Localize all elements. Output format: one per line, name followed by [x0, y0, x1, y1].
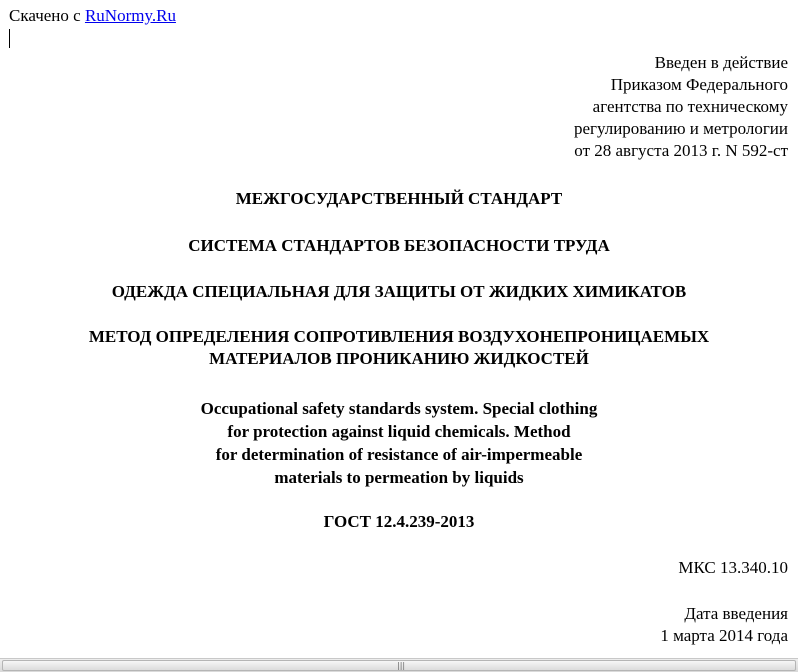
intro-line-3: агентства по техническому: [592, 97, 788, 116]
text-cursor: [9, 29, 10, 48]
intro-line-4: регулированию и метрологии: [573, 119, 788, 138]
introduction-date-value: 1 марта 2014 года: [660, 626, 788, 645]
download-source-line: [9, 6, 176, 26]
english-title-line-2: for protection against liquid chemicals. Method: [227, 422, 571, 441]
method-heading-line-2: МАТЕРИАЛОВ ПРОНИКАНИЮ ЖИДКОСТЕЙ: [209, 349, 589, 368]
standard-type-heading: МЕЖГОСУДАРСТВЕННЫЙ СТАНДАРТ: [235, 189, 563, 208]
intro-line-2: Приказом Федерального: [610, 75, 788, 94]
horizontal-scrollbar[interactable]: [0, 658, 798, 672]
english-title-line-3: for determination of resistance of air-impermeable: [215, 445, 583, 464]
intro-line-1: Введен в действие: [654, 53, 788, 72]
download-prefix: Скачено с: [9, 6, 85, 25]
introduction-order-block: [388, 52, 788, 162]
system-heading: СИСТЕМА СТАНДАРТОВ БЕЗОПАСНОСТИ ТРУДА: [188, 236, 610, 255]
grip-icon: |||: [397, 661, 406, 670]
gost-number: ГОСТ 12.4.239-2013: [323, 512, 475, 531]
method-heading: [0, 326, 798, 370]
mks-code: МКС 13.340.10: [678, 558, 788, 577]
introduction-date-label: Дата введения: [684, 604, 788, 623]
method-heading-line-1: МЕТОД ОПРЕДЕЛЕНИЯ СОПРОТИВЛЕНИЯ ВОЗДУХОНЕПРОНИЦАЕМЫХ: [88, 327, 710, 346]
english-title: [0, 397, 798, 489]
runormy-link[interactable]: RuNormy.Ru: [84, 6, 176, 25]
intro-line-5: от 28 августа 2013 г. N 592-ст: [574, 141, 788, 160]
introduction-date: [660, 603, 788, 647]
scrollbar-thumb[interactable]: [2, 660, 796, 671]
standard-title-heading: ОДЕЖДА СПЕЦИАЛЬНАЯ ДЛЯ ЗАЩИТЫ ОТ ЖИДКИХ ХИМИКАТОВ: [111, 282, 687, 301]
english-title-line-4: materials to permeation by liquids: [274, 468, 524, 487]
english-title-line-1: Occupational safety standards system. Special clothing: [200, 399, 598, 418]
